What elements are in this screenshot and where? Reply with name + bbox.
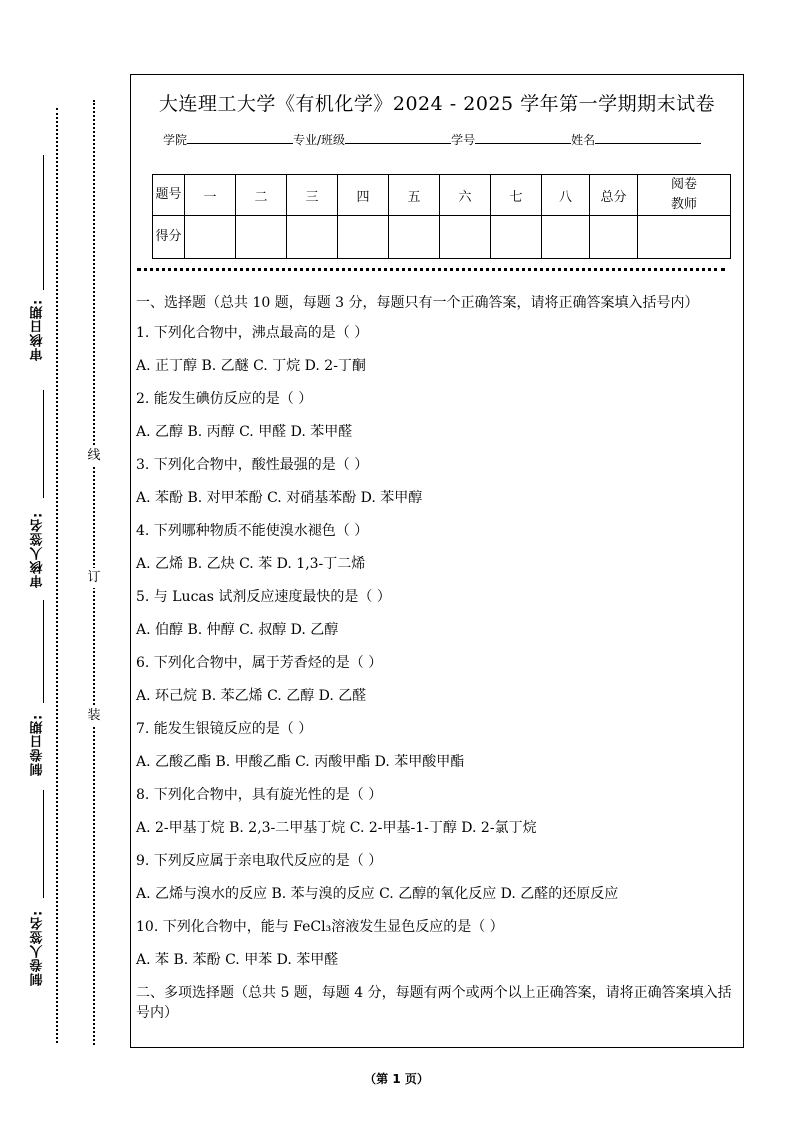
question-6: 6. 下列化合物中，属于芳香烃的是（ ） (136, 655, 383, 671)
major-class-field[interactable] (345, 131, 451, 144)
exam-title: 大连理工大学《有机化学》2024 - 2025 学年第一学期期末试卷 (158, 93, 716, 115)
question-8: 8. 下列化合物中，具有旋光性的是（ ） (136, 787, 383, 803)
question-10-options: A. 苯 B. 苯酚 C. 甲苯 D. 苯甲醛 (136, 952, 339, 968)
question-8-options: A. 2-甲基丁烷 B. 2,3-二甲基丁烷 C. 2-甲基-1-丁醇 D. 2-氯丁烷 (136, 820, 537, 836)
score-col-grader: 阅卷教师 (638, 175, 731, 216)
score-col-total: 总分 (590, 175, 638, 216)
score-cell-label-score: 得分 (153, 216, 185, 259)
review-date-label: 审核日期: (30, 298, 46, 362)
student-id-label: 学号 (451, 133, 476, 147)
binding-dotted-line-left (56, 108, 58, 1043)
college-field[interactable] (187, 131, 293, 144)
binding-char-bind: 装 (84, 706, 104, 726)
question-5-options: A. 伯醇 B. 仲醇 C. 叔醇 D. 乙醇 (136, 622, 339, 638)
name-field[interactable] (595, 131, 701, 144)
score-col-4: 四 (338, 175, 389, 216)
question-4-options: A. 乙烯 B. 乙炔 C. 苯 D. 1,3-丁二烯 (136, 556, 366, 572)
score-input-6[interactable] (440, 216, 491, 259)
score-input-5[interactable] (389, 216, 440, 259)
score-cell-label-number: 题号 (153, 175, 185, 216)
score-col-7: 七 (491, 175, 542, 216)
score-input-8[interactable] (542, 216, 590, 259)
setter-signature-label: 制卷人签名: (30, 909, 46, 986)
score-input-7[interactable] (491, 216, 542, 259)
score-table (152, 174, 731, 259)
exam-content (136, 293, 742, 1033)
score-input-grader[interactable] (638, 216, 731, 259)
score-col-3: 三 (287, 175, 338, 216)
question-7-options: A. 乙酸乙酯 B. 甲酸乙酯 C. 丙酸甲酯 D. 苯甲酸甲酯 (136, 754, 465, 770)
score-col-6: 六 (440, 175, 491, 216)
score-input-2[interactable] (236, 216, 287, 259)
reviewer-signature-line (43, 390, 44, 498)
question-4: 4. 下列哪种物质不能使溴水褪色（ ） (136, 523, 369, 539)
score-col-8: 八 (542, 175, 590, 216)
question-3: 3. 下列化合物中，酸性最强的是（ ） (136, 457, 369, 473)
score-col-1: 一 (185, 175, 236, 216)
student-id-field[interactable] (475, 131, 571, 144)
score-table-header-row (153, 175, 731, 216)
question-9: 9. 下列反应属于亲电取代反应的是（ ） (136, 853, 383, 869)
score-input-total[interactable] (590, 216, 638, 259)
score-table-score-row (153, 216, 731, 259)
question-10: 10. 下列化合物中，能与 FeCl₃溶液发生显色反应的是（ ） (136, 919, 504, 935)
score-col-2: 二 (236, 175, 287, 216)
score-input-3[interactable] (287, 216, 338, 259)
question-6-options: A. 环己烷 B. 苯乙烯 C. 乙醇 D. 乙醛 (136, 688, 367, 704)
question-5: 5. 与 Lucas 试剂反应速度最快的是（ ） (136, 589, 391, 605)
college-label: 学院 (163, 133, 188, 147)
major-class-label: 专业/班级 (293, 133, 346, 147)
name-label: 姓名 (571, 133, 596, 147)
binding-char-staple: 订 (84, 568, 104, 588)
reviewer-signature-label: 审核人签名: (30, 511, 46, 589)
score-input-4[interactable] (338, 216, 389, 259)
question-9-options: A. 乙烯与溴水的反应 B. 苯与溴的反应 C. 乙醇的氧化反应 D. 乙醛的还原反应 (136, 886, 619, 902)
student-info-row (163, 131, 701, 148)
setter-date-label: 制卷日期: (30, 713, 46, 777)
setter-date-line (43, 600, 44, 703)
dotted-separator (137, 268, 725, 271)
question-3-options: A. 苯酚 B. 对甲苯酚 C. 对硝基苯酚 D. 苯甲醇 (136, 490, 423, 506)
question-2: 2. 能发生碘仿反应的是（ ） (136, 391, 313, 407)
exam-frame (130, 74, 744, 1048)
setter-signature-line (43, 790, 44, 898)
section2-heading: 二、多项选择题（总共 5 题，每题 4 分，每题有两个或两个以上正确答案，请将正确答案填入括号内） (136, 985, 732, 1021)
section1-heading: 一、选择题（总共 10 题，每题 3 分，每题只有一个正确答案，请将正确答案填入括号内） (136, 295, 699, 311)
question-1-options: A. 正丁醇 B. 乙醚 C. 丁烷 D. 2-丁酮 (136, 358, 366, 374)
question-2-options: A. 乙醇 B. 丙醇 C. 甲醛 D. 苯甲醛 (136, 424, 353, 440)
binding-char-line: 线 (84, 446, 104, 466)
score-col-5: 五 (389, 175, 440, 216)
score-input-1[interactable] (185, 216, 236, 259)
review-date-line (43, 155, 44, 290)
page-number: （第 1 页） (364, 1072, 429, 1086)
question-1: 1. 下列化合物中，沸点最高的是（ ） (136, 325, 369, 341)
question-7: 7. 能发生银镜反应的是（ ） (136, 721, 313, 737)
